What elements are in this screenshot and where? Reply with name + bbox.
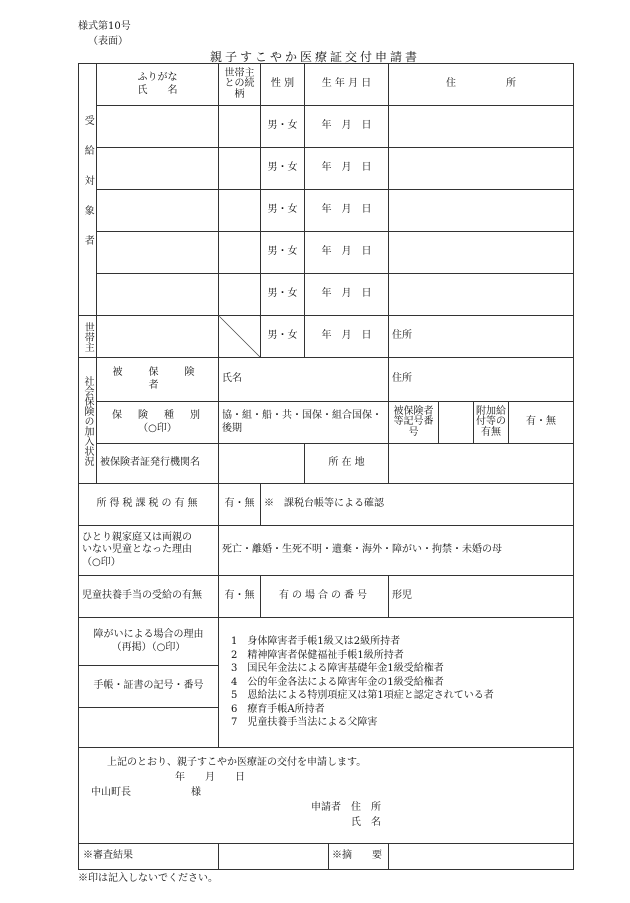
income-tax-row bbox=[79, 484, 574, 526]
disability-reason-list[interactable] bbox=[219, 618, 574, 748]
household-head-sex-cell[interactable]: 男・女 bbox=[261, 316, 305, 358]
remarks-cell bbox=[389, 844, 574, 870]
review-result-label: ※審査結果 bbox=[79, 844, 219, 870]
child-allowance-number-label: 有の場合の番号 bbox=[261, 576, 389, 618]
addressee: 中山町長 bbox=[91, 787, 131, 798]
recipient-section-label: 受給対象者 bbox=[79, 64, 97, 316]
disability-reason-item: 1 身体障害者手帳1級又は2級所持者 bbox=[231, 636, 401, 648]
application-form bbox=[78, 63, 574, 870]
birth-column-header: 生 年 月 日 bbox=[305, 64, 389, 106]
household-head-row bbox=[79, 316, 574, 358]
review-result-cell bbox=[219, 844, 329, 870]
address-column-header: 住 所 bbox=[389, 64, 574, 106]
applicant-label: 申請者 bbox=[311, 802, 341, 813]
household-head-birth-cell[interactable]: 年 月 日 bbox=[305, 316, 389, 358]
issuer-label: 被保険者証発行機関名 bbox=[97, 444, 219, 484]
recipient-row bbox=[79, 232, 574, 274]
name-cell[interactable] bbox=[97, 232, 219, 274]
recipient-row bbox=[79, 148, 574, 190]
name-cell[interactable] bbox=[97, 190, 219, 232]
household-head-address-cell[interactable]: 住所 bbox=[389, 316, 574, 358]
booklet-number-label: 手帳・証書の記号・番号 bbox=[79, 666, 219, 708]
disability-reason-item: 7 児童扶養手当法による父障害 bbox=[231, 717, 378, 729]
declaration-date[interactable]: 年 月 日 bbox=[175, 772, 245, 783]
insurance-type-row bbox=[79, 402, 574, 444]
relation-cell[interactable] bbox=[219, 190, 261, 232]
declaration-row bbox=[79, 748, 574, 844]
child-allowance-label: 児童扶養手当の受給の有無 bbox=[79, 576, 219, 618]
birth-cell[interactable]: 年 月 日 bbox=[305, 190, 389, 232]
insured-row bbox=[79, 358, 574, 402]
address-cell[interactable] bbox=[389, 190, 574, 232]
addressee-honorific: 様 bbox=[191, 787, 201, 798]
insurance-type-options[interactable]: 協・組・船・共・国保・組合国保・後期 bbox=[219, 402, 389, 444]
insured-label: 被 保 険 者 bbox=[97, 358, 219, 402]
declaration-cell bbox=[79, 748, 574, 844]
insurance-type-label: 保 険 種 別 （○印） bbox=[97, 402, 219, 444]
declaration-text: 上記のとおり、親子すこやか医療証の交付を申請します。 bbox=[107, 757, 367, 768]
disability-reason-item: 3 国民年金法による障害基礎年金1級受給権者 bbox=[231, 663, 444, 675]
recipient-row bbox=[79, 190, 574, 232]
sex-column-header: 性 別 bbox=[261, 64, 305, 106]
issuer-location-cell[interactable] bbox=[389, 444, 574, 484]
recipient-row bbox=[79, 274, 574, 316]
benefit-options[interactable]: 有・無 bbox=[509, 402, 574, 444]
name-cell[interactable] bbox=[97, 148, 219, 190]
income-tax-note: ※ 課税台帳等による確認 bbox=[261, 484, 574, 526]
benefit-label: 附加給付等の有無 bbox=[474, 402, 509, 444]
household-head-name-cell[interactable] bbox=[97, 316, 219, 358]
office-use-row bbox=[79, 844, 574, 870]
address-cell[interactable] bbox=[389, 106, 574, 148]
sex-cell[interactable]: 男・女 bbox=[261, 232, 305, 274]
disability-reason-item: 5 恩給法による特別項症又は第1項症と認定されている者 bbox=[231, 690, 494, 702]
insured-number-label: 被保険者等記号番号 bbox=[389, 402, 439, 444]
issuer-row bbox=[79, 444, 574, 484]
single-parent-label: ひとり親家庭又は両親の いない児童となった理由 （○印） bbox=[79, 526, 219, 576]
form-number: 様式第10号 bbox=[78, 21, 131, 32]
address-cell[interactable] bbox=[389, 148, 574, 190]
name-cell[interactable] bbox=[97, 106, 219, 148]
household-head-relation-cell bbox=[219, 316, 261, 358]
address-cell[interactable] bbox=[389, 274, 574, 316]
birth-cell[interactable]: 年 月 日 bbox=[305, 148, 389, 190]
birth-cell[interactable]: 年 月 日 bbox=[305, 232, 389, 274]
recipient-row bbox=[79, 106, 574, 148]
sex-cell[interactable]: 男・女 bbox=[261, 148, 305, 190]
income-tax-options[interactable]: 有・無 bbox=[219, 484, 261, 526]
relation-column-header: 世帯主との続柄 bbox=[219, 64, 261, 106]
footer-note: ※印は記入しないでください。 bbox=[78, 873, 218, 884]
relation-cell[interactable] bbox=[219, 232, 261, 274]
insured-address-cell[interactable]: 住所 bbox=[389, 358, 574, 402]
insured-number-cell[interactable] bbox=[439, 402, 474, 444]
sex-cell[interactable]: 男・女 bbox=[261, 274, 305, 316]
applicant-name-label[interactable]: 氏 名 bbox=[351, 817, 381, 828]
child-allowance-number-cell[interactable]: 形児 bbox=[389, 576, 574, 618]
applicant-address-label[interactable]: 住 所 bbox=[351, 802, 381, 813]
sex-cell[interactable]: 男・女 bbox=[261, 106, 305, 148]
disability-reason-label: 障がいによる場合の理由 （再掲）（○印） bbox=[79, 618, 219, 666]
single-parent-options[interactable]: 死亡・離婚・生死不明・遺棄・海外・障がい・拘禁・未婚の母 bbox=[219, 526, 574, 576]
birth-cell[interactable]: 年 月 日 bbox=[305, 274, 389, 316]
name-cell[interactable] bbox=[97, 274, 219, 316]
disability-reason-item: 2 精神障害者保健福祉手帳1級所持者 bbox=[231, 649, 404, 661]
single-parent-row bbox=[79, 526, 574, 576]
income-tax-label: 所得税課税の有無 bbox=[79, 484, 219, 526]
child-allowance-row bbox=[79, 576, 574, 618]
relation-cell[interactable] bbox=[219, 148, 261, 190]
disability-reason-item: 4 公的年金各法による障害年金の1級受給権者 bbox=[231, 676, 444, 688]
name-column-header: ふりがな 氏 名 bbox=[97, 64, 219, 106]
issuer-name-cell[interactable] bbox=[219, 444, 305, 484]
relation-cell[interactable] bbox=[219, 106, 261, 148]
birth-cell[interactable]: 年 月 日 bbox=[305, 106, 389, 148]
relation-cell[interactable] bbox=[219, 274, 261, 316]
sex-cell[interactable]: 男・女 bbox=[261, 190, 305, 232]
disability-reason-row bbox=[79, 618, 574, 666]
address-cell[interactable] bbox=[389, 232, 574, 274]
disability-reason-item: 6 療育手帳A所持者 bbox=[231, 703, 325, 715]
insurance-section-label: 社会保険の加入状況 bbox=[79, 358, 97, 484]
side-label: （表面） bbox=[88, 36, 128, 47]
form-title: 親子すこやか医療証交付申請書 bbox=[209, 50, 420, 64]
remarks-label: ※摘 要 bbox=[329, 844, 389, 870]
household-head-label: 世帯主 bbox=[79, 316, 97, 358]
issuer-location-label: 所 在 地 bbox=[305, 444, 389, 484]
insured-name-cell[interactable]: 氏名 bbox=[219, 358, 389, 402]
booklet-number-cell[interactable] bbox=[79, 708, 219, 748]
child-allowance-options[interactable]: 有・無 bbox=[219, 576, 261, 618]
